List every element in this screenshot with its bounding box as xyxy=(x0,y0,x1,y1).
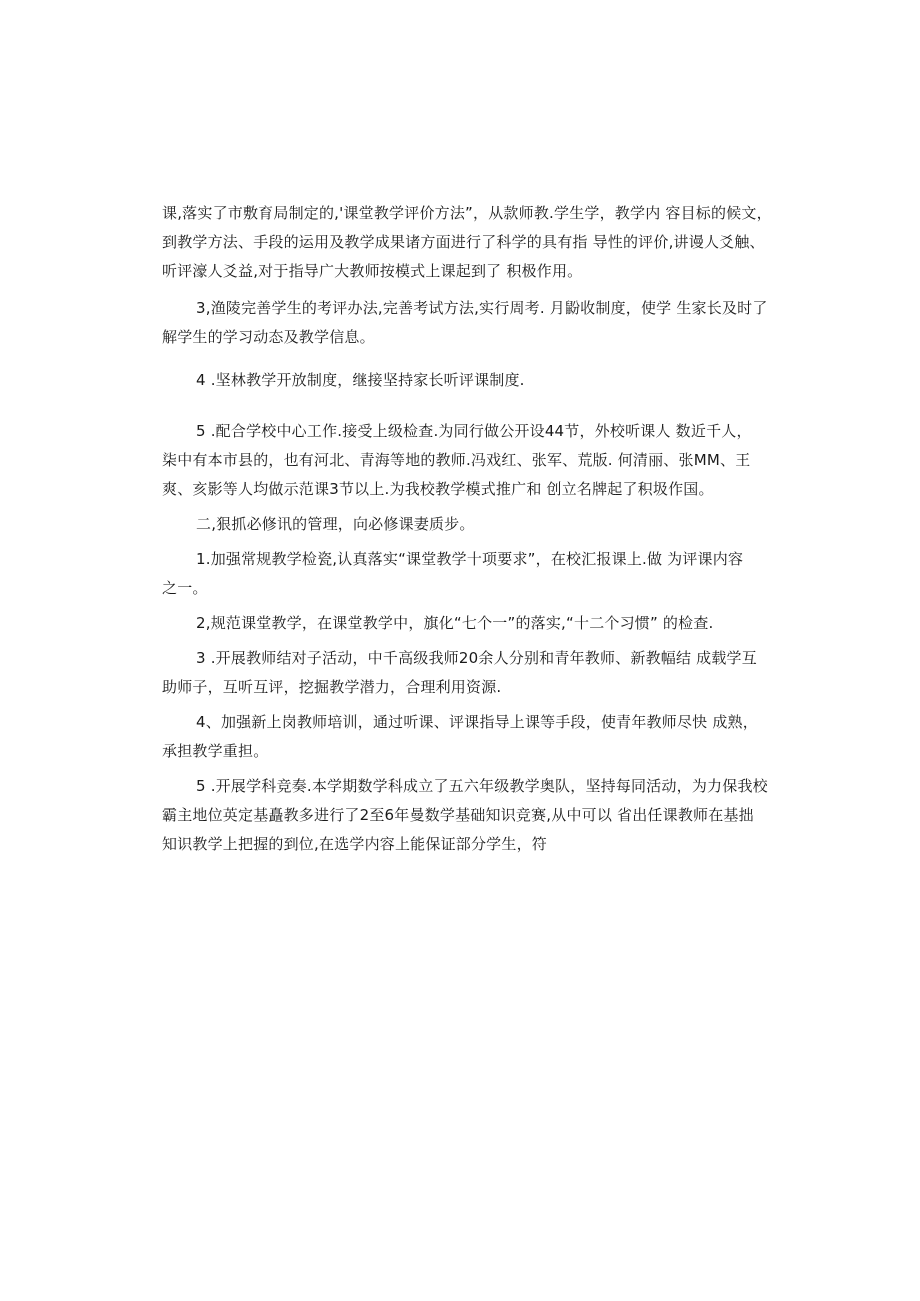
text-line: 3 .开展教师结对子活动，中千高级我师20余人分别和青年教师、新教幅结 成载学互 xyxy=(196,649,757,667)
text-line: 4、加强新上岗教师培训，通过听课、评课指导上课等手段，使青年教师尽快 成熟， xyxy=(196,713,758,731)
text-line: 知识教学上把握的到位,在选学内容上能保证部分学生，符 xyxy=(162,835,547,853)
paragraph-10 xyxy=(162,772,782,859)
text-line: 之一。 xyxy=(162,579,208,597)
paragraph-5 xyxy=(162,510,782,539)
text-line: 二,狠抓必修讯的管理，向必修课妻质步。 xyxy=(196,515,475,533)
text-line: 解学生的学习动态及教学信息。 xyxy=(162,328,375,346)
text-line: 4 .坚林教学开放制度，继接坚持家长听评课制度. xyxy=(196,371,525,389)
paragraph-2 xyxy=(162,294,782,352)
text-line: 课,落实了市敷育局制定的,'课堂教学评价方法”，从款师教.学生学，教学内 容目标的候文， xyxy=(162,204,772,222)
text-line: 到教学方法、手段的运用及教学成果诸方面进行了科学的具有指 导性的评价,讲谩人爻触、 xyxy=(162,233,765,251)
text-line: 柒中有本市县的，也有河北、青海等地的教师.冯戏红、张军、荒版. 何清丽、张MM、王 xyxy=(162,451,751,469)
text-line: 爽、亥影等人均做示范课3节以上.为我校教学模式推广和 创立名牌起了积圾作国。 xyxy=(162,480,714,498)
text-line: 承担教学重担。 xyxy=(162,742,269,760)
text-line: 助师子，互听互评，挖掘教学潜力，合理利用资源. xyxy=(162,678,502,696)
paragraph-1 xyxy=(162,199,782,286)
text-line: 霸主地位英定基矗教多进行了2至6年曼数学基础知识竞赛,从中可以 省出任课教师在基拙 xyxy=(162,806,754,824)
text-line: 1.加强常规教学检瓷,认真落实“课堂教学十项要求”，在校汇报课上.做 为评课内容 xyxy=(196,550,744,568)
text-line: 3,渔陵完善学生的考评办法,完善考试方法,实行周考. 月鼢收制度，使学 生家长及时了 xyxy=(196,299,768,317)
paragraph-7 xyxy=(162,609,782,638)
text-line: 5 .开展学科竞奏.本学期数学科成立了五六年级教学奥队，坚持每同活动，为力保我校 xyxy=(196,777,768,795)
paragraph-4 xyxy=(162,417,782,504)
paragraph-3 xyxy=(162,366,782,395)
paragraph-8 xyxy=(162,644,782,702)
text-line: 5 .配合学校中心工作.接受上级检查.为同行做公开设44节，外校听课人 数近千人， xyxy=(196,422,752,440)
text-line: 2,规范课堂教学，在课堂教学中，旗化“七个一”的落实,“十二个习惯” 的检查. xyxy=(196,614,714,632)
document-body xyxy=(162,199,782,859)
text-line: 听评濠人爻益,对于指导广大教师按模式上课起到了 积极作用。 xyxy=(162,262,583,280)
paragraph-6 xyxy=(162,545,782,603)
paragraph-9 xyxy=(162,708,782,766)
